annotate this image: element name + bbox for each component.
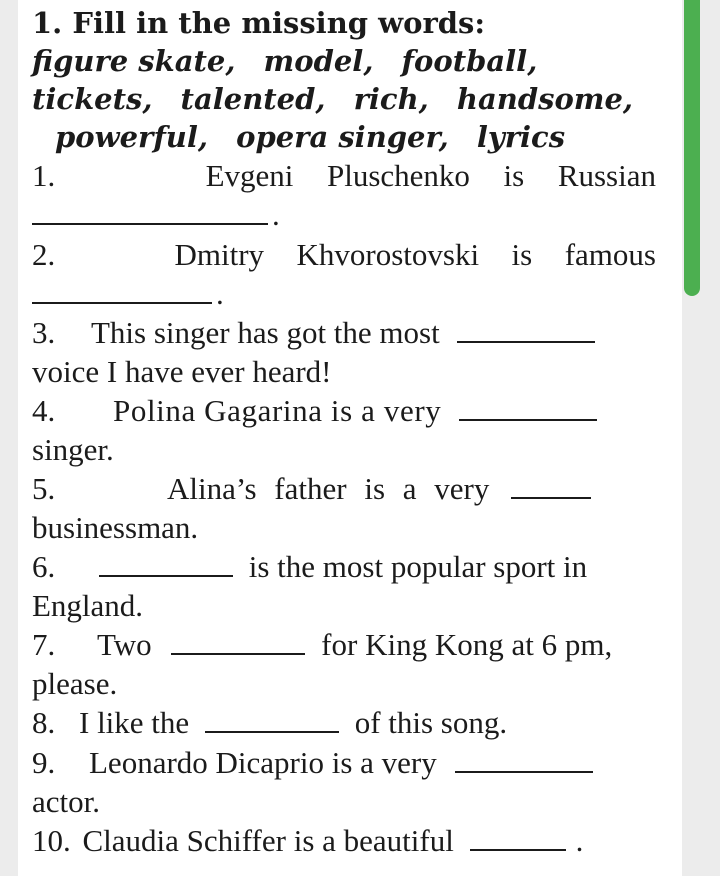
item-text: Evgeni [205, 158, 294, 193]
item-text: for King Kong at 6 pm, [321, 627, 613, 662]
item-number: 4. [32, 393, 56, 428]
item-text: Leonardo Dicaprio is a very [89, 745, 437, 780]
word-lyrics: lyrics [476, 120, 566, 154]
word-bank-line-2 [32, 80, 652, 118]
item-text: I like the [79, 705, 190, 740]
item-4-continuation: singer. [32, 432, 114, 467]
item-9 [32, 744, 656, 782]
exercise-title: 1. Fill in the missing words: [32, 6, 486, 40]
item-text: Alina’s father is a very [167, 471, 490, 506]
item-number: 5. [32, 471, 56, 506]
word-powerful: powerful, [55, 120, 208, 154]
item-10 [32, 822, 656, 860]
item-6-continuation: England. [32, 588, 144, 623]
word-figure-skate: figure skate, [32, 44, 236, 78]
item-number: 10. [32, 823, 71, 858]
item-number: 2. [32, 237, 56, 272]
answer-blank[interactable] [470, 823, 566, 851]
scrollbar-thumb[interactable] [684, 0, 700, 296]
answer-blank[interactable] [32, 197, 268, 225]
item-number: 8. [32, 705, 56, 740]
word-model: model, [263, 44, 374, 78]
item-8 [32, 704, 656, 742]
item-text: Two [97, 627, 152, 662]
answer-blank[interactable] [32, 276, 212, 304]
item-number: 9. [32, 745, 56, 780]
item-number: 3. [32, 315, 56, 350]
item-text: Russian [557, 158, 656, 193]
word-handsome: handsome, [456, 82, 634, 116]
item-4 [32, 392, 656, 430]
item-text: Claudia Schiffer is a beautiful [82, 823, 454, 858]
item-text: is [503, 158, 525, 193]
word-talented: talented, [180, 82, 326, 116]
item-text: . [216, 276, 224, 311]
item-text: Pluschenko [327, 158, 470, 193]
word-opera-singer: opera singer, [236, 120, 449, 154]
item-2-continuation [32, 275, 224, 313]
item-3-continuation: voice I have ever heard! [32, 354, 332, 389]
item-text: Polina Gagarina is a very [113, 393, 442, 428]
item-text: Khvorostovski [296, 237, 480, 272]
item-6 [32, 548, 656, 586]
word-bank-line-3 [55, 118, 675, 156]
answer-blank[interactable] [99, 549, 233, 577]
item-3 [32, 314, 656, 352]
item-number: 6. [32, 549, 56, 584]
item-text: of this song. [354, 705, 508, 740]
item-text: . [575, 823, 584, 858]
item-text: famous [564, 237, 656, 272]
word-football: football, [401, 44, 538, 78]
item-5 [32, 470, 656, 508]
item-number: 1. [32, 158, 56, 193]
item-text: This singer has got the most [91, 315, 440, 350]
answer-blank[interactable] [171, 627, 305, 655]
item-7 [32, 626, 656, 664]
item-text: Dmitry [174, 237, 265, 272]
item-1 [32, 157, 656, 195]
item-text: . [272, 197, 280, 232]
answer-blank[interactable] [205, 705, 339, 733]
word-tickets: tickets, [32, 82, 153, 116]
item-1-continuation [32, 196, 280, 234]
item-text: is [511, 237, 533, 272]
answer-blank[interactable] [511, 471, 591, 499]
word-bank-line-1 [32, 42, 652, 80]
answer-blank[interactable] [457, 315, 595, 343]
item-number: 7. [32, 627, 56, 662]
item-2 [32, 236, 656, 274]
item-7-continuation: please. [32, 666, 118, 701]
answer-blank[interactable] [455, 745, 593, 773]
answer-blank[interactable] [459, 393, 597, 421]
item-9-continuation: actor. [32, 784, 100, 819]
item-5-continuation: businessman. [32, 510, 199, 545]
word-rich: rich, [353, 82, 429, 116]
item-text: is the most popular sport in [248, 549, 588, 584]
